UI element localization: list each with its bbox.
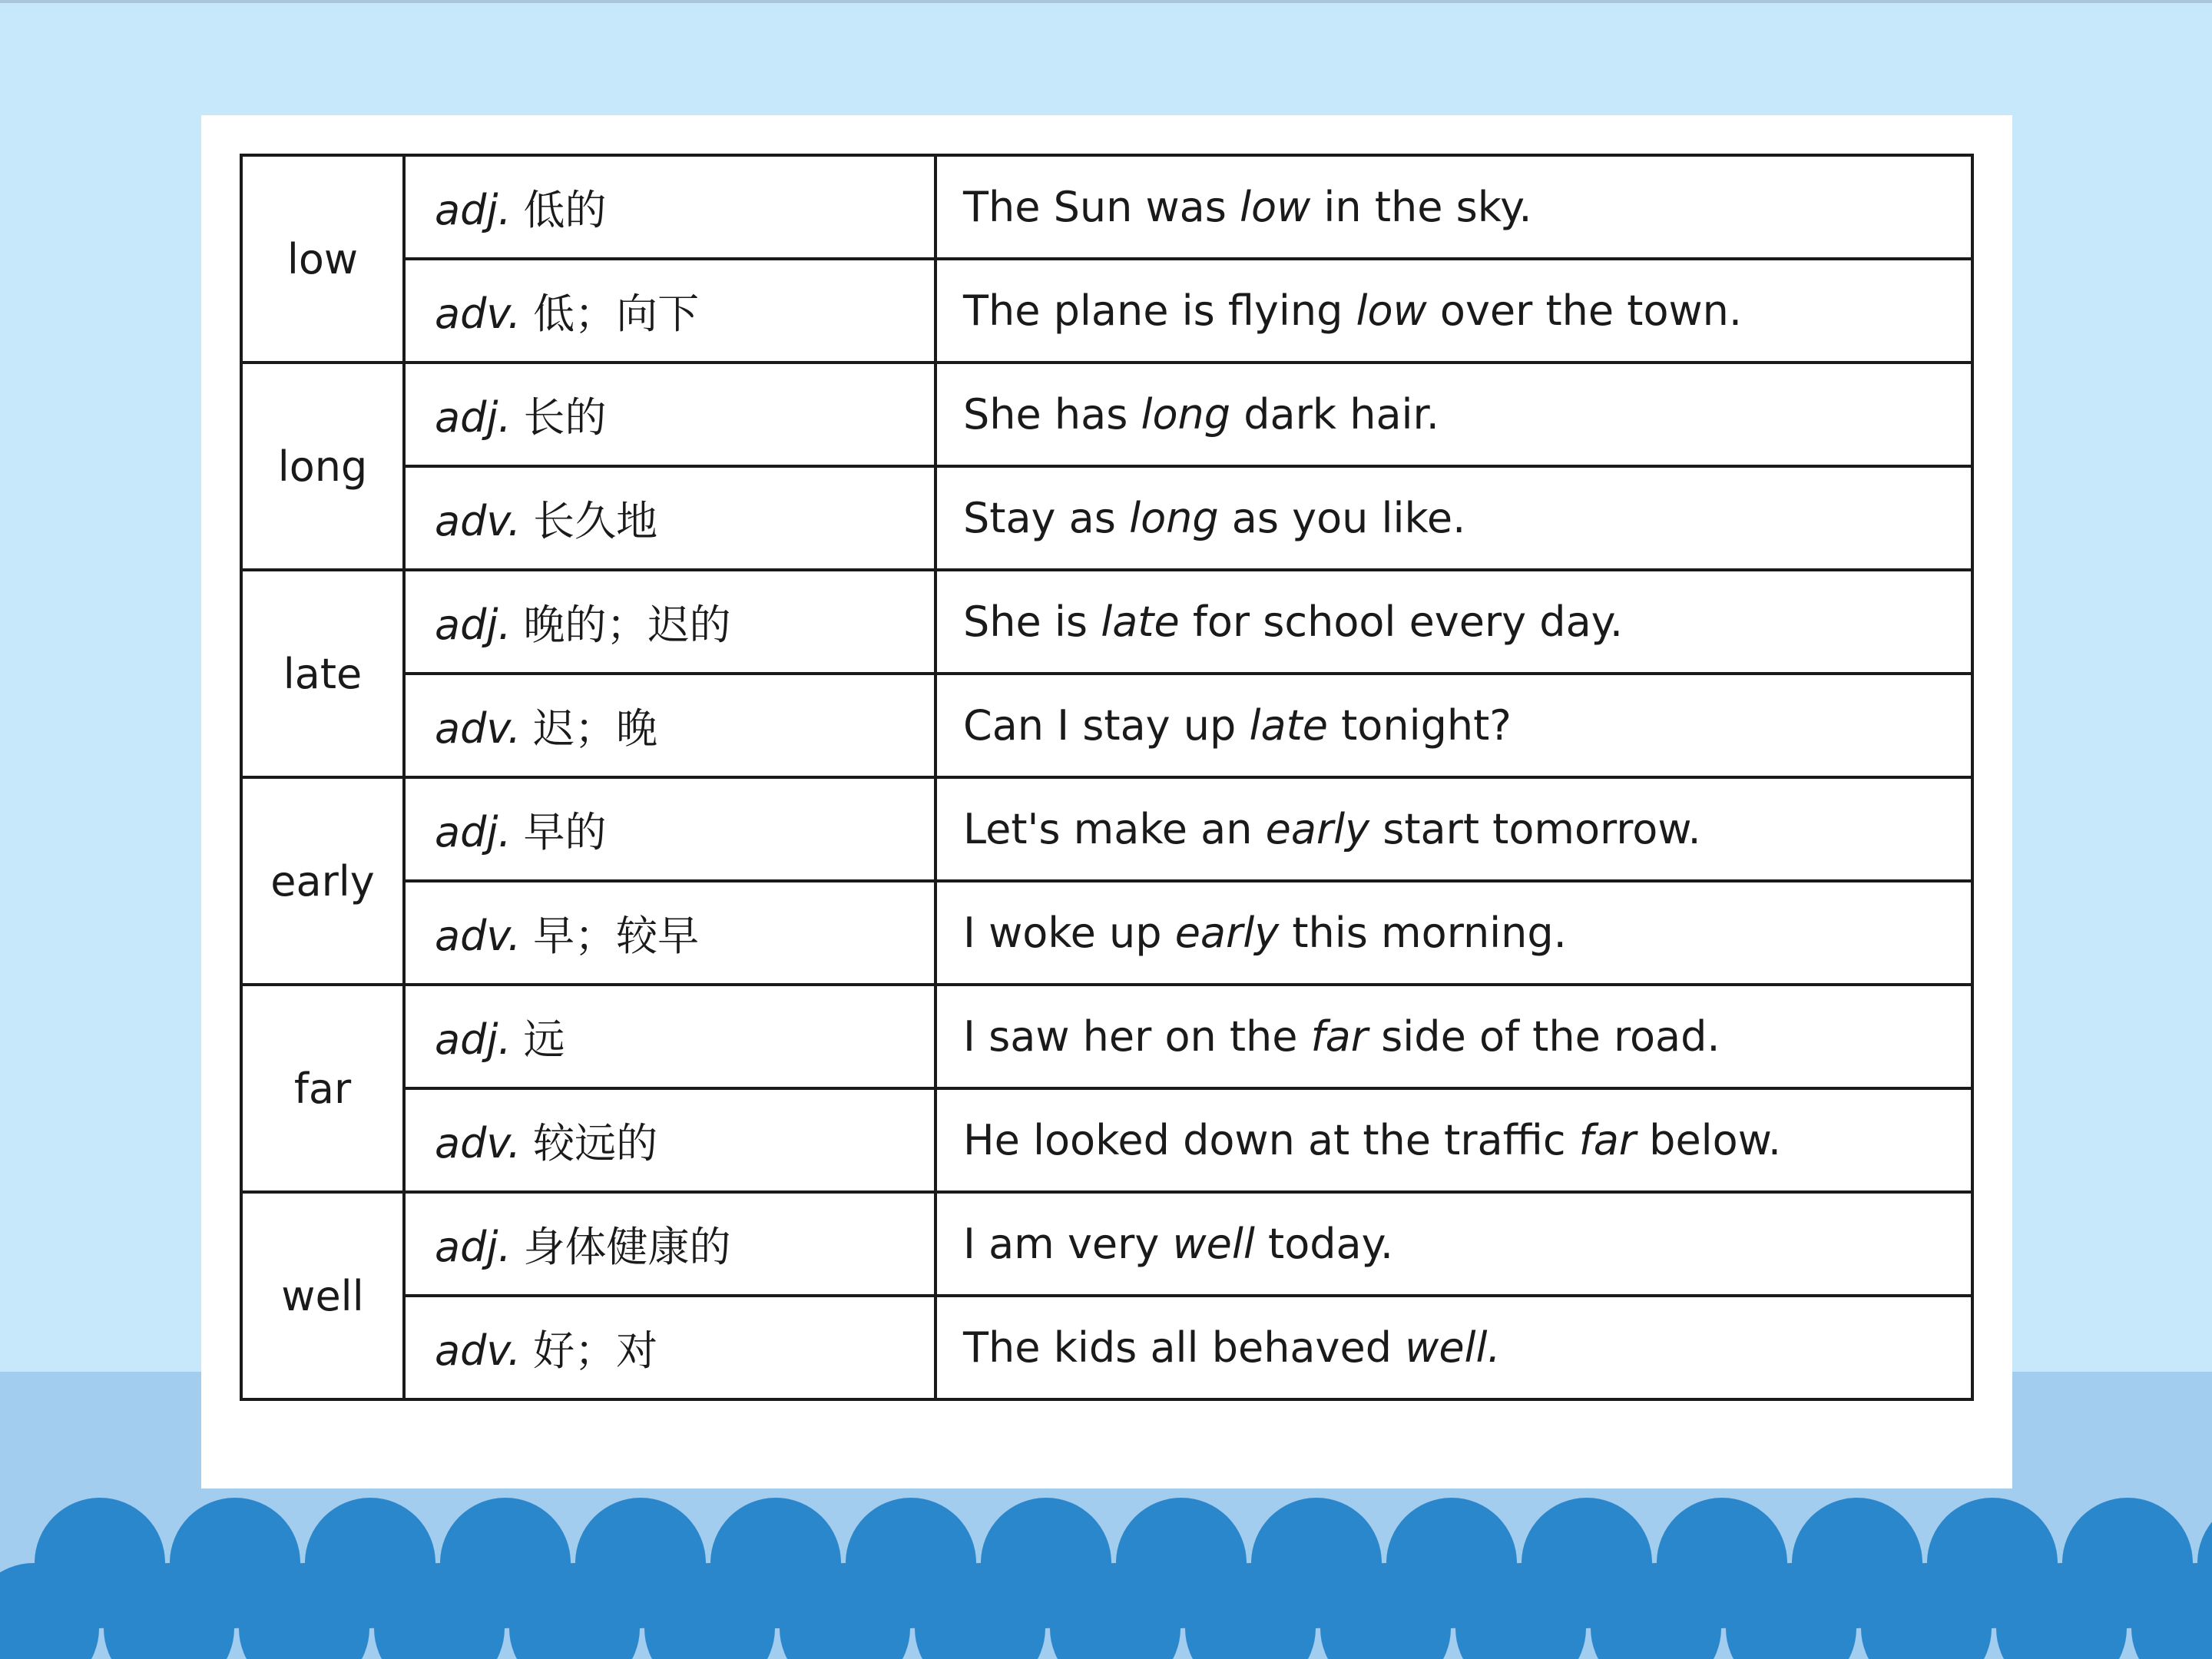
example-text: She is	[963, 598, 1101, 646]
example-keyword: well.	[1405, 1323, 1501, 1372]
example-text: I am very	[963, 1220, 1173, 1268]
example-keyword: long	[1129, 494, 1219, 542]
top-edge-strip	[0, 0, 2212, 3]
example-text: Can I stay up	[963, 701, 1250, 750]
headword-cell: late	[241, 570, 404, 777]
table-row	[241, 466, 1972, 570]
table-row	[241, 1192, 1972, 1296]
definition-cell	[404, 1088, 935, 1192]
example-text: this morning.	[1279, 909, 1567, 957]
example-text: over the town.	[1426, 286, 1743, 335]
example-cell	[935, 1088, 1972, 1192]
definition-cell	[404, 570, 935, 674]
definition-cell	[404, 674, 935, 777]
table-row	[241, 155, 1972, 259]
chinese-meaning: 长久地	[533, 497, 658, 545]
table-row	[241, 259, 1972, 363]
example-keyword: well	[1172, 1220, 1255, 1268]
definition-cell	[404, 1296, 935, 1399]
part-of-speech: adv.	[435, 290, 522, 338]
example-cell	[935, 466, 1972, 570]
headword-cell: far	[241, 985, 404, 1192]
example-text: She has	[963, 390, 1141, 439]
headword-cell: early	[241, 777, 404, 985]
chinese-meaning: 迟；晚	[533, 704, 658, 753]
part-of-speech: adj.	[435, 601, 512, 649]
part-of-speech: adj.	[435, 186, 512, 234]
headword-cell: well	[241, 1192, 404, 1399]
part-of-speech: adj.	[435, 1015, 512, 1064]
part-of-speech: adv.	[435, 704, 522, 753]
example-text: Stay as	[963, 494, 1130, 542]
chinese-meaning: 晚的；迟的	[523, 601, 731, 649]
definition-cell	[404, 985, 935, 1088]
chinese-meaning: 长的	[523, 393, 607, 442]
part-of-speech: adv.	[435, 1326, 522, 1375]
example-text: side of the road.	[1367, 1012, 1720, 1061]
definition-cell	[404, 259, 935, 363]
example-cell	[935, 363, 1972, 466]
chinese-meaning: 早的	[523, 808, 607, 856]
example-text: I woke up	[963, 909, 1175, 957]
example-text: The kids all behaved	[963, 1323, 1406, 1372]
example-cell	[935, 155, 1972, 259]
part-of-speech: adj.	[435, 393, 512, 442]
example-keyword: long	[1141, 390, 1231, 439]
definition-cell	[404, 466, 935, 570]
example-text: The plane is flying	[963, 286, 1356, 335]
chinese-meaning: 好；对	[533, 1326, 658, 1375]
example-text: today.	[1254, 1220, 1394, 1268]
table-row	[241, 570, 1972, 674]
wave-decoration	[0, 1490, 2212, 1659]
example-keyword: low	[1240, 183, 1311, 231]
table-row	[241, 985, 1972, 1088]
part-of-speech: adv.	[435, 497, 522, 545]
example-cell	[935, 259, 1972, 363]
example-keyword: late	[1101, 598, 1180, 646]
definition-cell	[404, 363, 935, 466]
example-text: in the sky.	[1310, 183, 1532, 231]
vocabulary-table	[240, 154, 1974, 1401]
part-of-speech: adv.	[435, 1119, 522, 1167]
example-cell	[935, 1192, 1972, 1296]
part-of-speech: adv.	[435, 912, 522, 960]
example-text: tonight?	[1327, 701, 1512, 750]
example-text: as you like.	[1218, 494, 1466, 542]
table-row	[241, 1088, 1972, 1192]
example-text: for school every day.	[1179, 598, 1624, 646]
example-keyword: low	[1356, 286, 1427, 335]
example-cell	[935, 777, 1972, 881]
chinese-meaning: 身体健康的	[523, 1223, 731, 1271]
part-of-speech: adj.	[435, 1223, 512, 1271]
table-row	[241, 363, 1972, 466]
example-text: Let's make an	[963, 805, 1266, 853]
example-keyword: far	[1578, 1116, 1637, 1164]
example-cell	[935, 570, 1972, 674]
definition-cell	[404, 1192, 935, 1296]
example-cell	[935, 674, 1972, 777]
example-keyword: late	[1249, 701, 1328, 750]
example-text: start tomorrow.	[1369, 805, 1701, 853]
table-row	[241, 777, 1972, 881]
example-cell	[935, 881, 1972, 985]
example-text: I saw her on the	[963, 1012, 1311, 1061]
definition-cell	[404, 777, 935, 881]
example-keyword: far	[1310, 1012, 1368, 1061]
table-row	[241, 1296, 1972, 1399]
example-cell	[935, 1296, 1972, 1399]
chinese-meaning: 低的	[523, 186, 607, 234]
headword-cell: low	[241, 155, 404, 363]
example-keyword: early	[1174, 909, 1280, 957]
table-row	[241, 881, 1972, 985]
example-text: below.	[1636, 1116, 1782, 1164]
example-cell	[935, 985, 1972, 1088]
vocabulary-table-body	[241, 155, 1972, 1399]
example-keyword: early	[1265, 805, 1370, 853]
chinese-meaning: 远	[523, 1015, 565, 1064]
table-row	[241, 674, 1972, 777]
vocabulary-card	[201, 115, 2012, 1488]
definition-cell	[404, 881, 935, 985]
part-of-speech: adj.	[435, 808, 512, 856]
example-text: He looked down at the traffic	[963, 1116, 1579, 1164]
chinese-meaning: 较远的	[533, 1119, 658, 1167]
example-text: dark hair.	[1230, 390, 1439, 439]
chinese-meaning: 低；向下	[533, 290, 700, 338]
definition-cell	[404, 155, 935, 259]
headword-cell: long	[241, 363, 404, 570]
chinese-meaning: 早；较早	[533, 912, 700, 960]
example-text: The Sun was	[963, 183, 1240, 231]
